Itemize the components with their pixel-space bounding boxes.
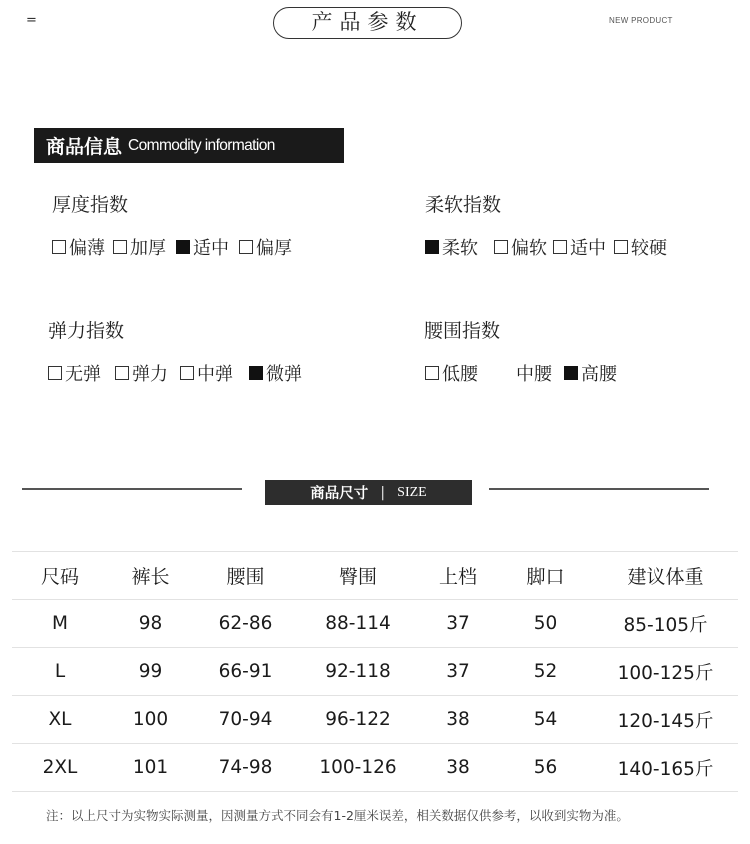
table-cell: 70-94 — [218, 709, 273, 730]
table-cell: 88-114 — [325, 613, 391, 634]
table-header-cell: 臀围 — [338, 566, 377, 588]
option-hard — [614, 234, 667, 260]
table-cell: 2XL — [42, 757, 78, 778]
table-cell: 38 — [446, 709, 470, 730]
checkbox-icon — [494, 240, 508, 254]
option-slight-stretch — [249, 360, 302, 386]
table-header-row — [12, 551, 738, 599]
softness-index-title: 柔软指数 — [425, 194, 502, 216]
waist-index-title: 腰围指数 — [424, 320, 501, 342]
table-row — [12, 743, 738, 792]
table-header-cell: 建议体重 — [627, 566, 704, 588]
table-cell: 100 — [132, 709, 169, 730]
table-header-cell: 裤长 — [131, 566, 170, 588]
table-row — [12, 599, 738, 647]
table-cell: 50 — [533, 613, 558, 634]
thickness-index-title: 厚度指数 — [52, 194, 129, 216]
table-cell: 37 — [446, 613, 470, 634]
checkbox-icon — [52, 240, 66, 254]
checked-box-icon — [425, 240, 439, 254]
measurement-note: 注：以上尺寸为实物实际测量，因测量方式不同会有1-2厘米误差，相关数据仅供参考，以收到实物为准。 — [46, 808, 629, 823]
page-title: 产品参数 — [273, 7, 462, 39]
option-thickened — [113, 234, 166, 260]
table-cell: L — [54, 661, 66, 682]
softness-options — [425, 234, 667, 260]
option-moderate — [176, 234, 229, 260]
table-cell: 101 — [132, 757, 169, 778]
table-row — [12, 647, 738, 695]
option-label: 偏软 — [511, 238, 547, 259]
option-label: 低腰 — [442, 364, 478, 385]
checkbox-icon — [614, 240, 628, 254]
table-cell: 92-118 — [325, 661, 391, 682]
option-low-waist — [425, 360, 478, 386]
option-label: 加厚 — [130, 238, 166, 259]
table-cell: 54 — [533, 709, 558, 730]
checkbox-icon — [425, 366, 439, 380]
commodity-info-title-cn: 商品信息 — [46, 136, 123, 158]
table-cell: 100-125斤 — [617, 662, 714, 684]
size-title-en: SIZE — [397, 484, 427, 500]
commodity-info-title-en: Commodity information — [128, 136, 275, 154]
elasticity-index-title: 弹力指数 — [48, 320, 125, 342]
elasticity-options — [48, 360, 302, 386]
table-cell: M — [52, 613, 68, 634]
table-cell: XL — [48, 709, 72, 730]
size-title-separator: | — [380, 484, 386, 501]
divider-line-left — [22, 488, 242, 490]
menu-icon: = — [26, 13, 36, 28]
table-cell: 38 — [446, 757, 470, 778]
checkbox-icon — [553, 240, 567, 254]
table-cell: 96-122 — [325, 709, 391, 730]
checkbox-icon — [48, 366, 62, 380]
table-cell: 56 — [533, 757, 558, 778]
option-high-waist — [564, 360, 617, 386]
table-cell: 52 — [533, 661, 558, 682]
table-header-cell: 尺码 — [40, 566, 79, 588]
option-label: 适中 — [570, 238, 606, 259]
option-no-stretch — [48, 360, 101, 386]
option-stretch — [115, 360, 168, 386]
checkbox-icon — [239, 240, 253, 254]
option-mid-waist — [516, 360, 552, 386]
table-cell: 98 — [138, 613, 163, 634]
thickness-options — [52, 234, 292, 260]
table-cell: 74-98 — [218, 757, 273, 778]
option-label: 偏厚 — [256, 238, 292, 259]
option-label: 较硬 — [631, 238, 667, 259]
checked-box-icon — [249, 366, 263, 380]
checked-box-icon — [564, 366, 578, 380]
table-cell: 37 — [446, 661, 470, 682]
checkbox-icon — [115, 366, 129, 380]
option-label: 高腰 — [581, 364, 617, 385]
size-table — [12, 551, 738, 792]
table-cell: 85-105斤 — [623, 614, 708, 636]
table-cell: 62-86 — [218, 613, 273, 634]
table-cell: 100-126 — [319, 757, 397, 778]
option-label: 中腰 — [516, 364, 552, 385]
option-label: 无弹 — [65, 364, 101, 385]
waist-options — [425, 360, 617, 386]
table-row — [12, 695, 738, 743]
option-label: 中弹 — [197, 364, 233, 385]
commodity-info-banner — [34, 128, 344, 163]
checkbox-icon — [113, 240, 127, 254]
size-banner — [265, 480, 472, 505]
checked-box-icon — [176, 240, 190, 254]
option-moderate — [553, 234, 606, 260]
divider-line-right — [489, 488, 709, 490]
size-title-cn: 商品尺寸 — [310, 486, 369, 502]
table-cell: 66-91 — [218, 661, 273, 682]
option-soft — [425, 234, 478, 260]
option-slightly-soft — [494, 234, 547, 260]
option-label: 适中 — [193, 238, 229, 259]
new-product-tag: NEW PRODUCT — [609, 16, 673, 25]
option-label: 柔软 — [442, 238, 478, 259]
table-cell: 140-165斤 — [617, 758, 714, 780]
table-header-cell: 上档 — [438, 566, 477, 588]
option-thin — [52, 234, 105, 260]
table-cell: 99 — [138, 661, 163, 682]
checkbox-icon — [180, 366, 194, 380]
option-medium-stretch — [180, 360, 233, 386]
option-thick — [239, 234, 292, 260]
option-label: 微弹 — [266, 364, 302, 385]
option-label: 弹力 — [132, 364, 168, 385]
table-cell: 120-145斤 — [617, 710, 714, 732]
table-header-cell: 腰围 — [226, 566, 265, 588]
option-label: 偏薄 — [69, 238, 105, 259]
table-header-cell: 脚口 — [526, 566, 565, 588]
